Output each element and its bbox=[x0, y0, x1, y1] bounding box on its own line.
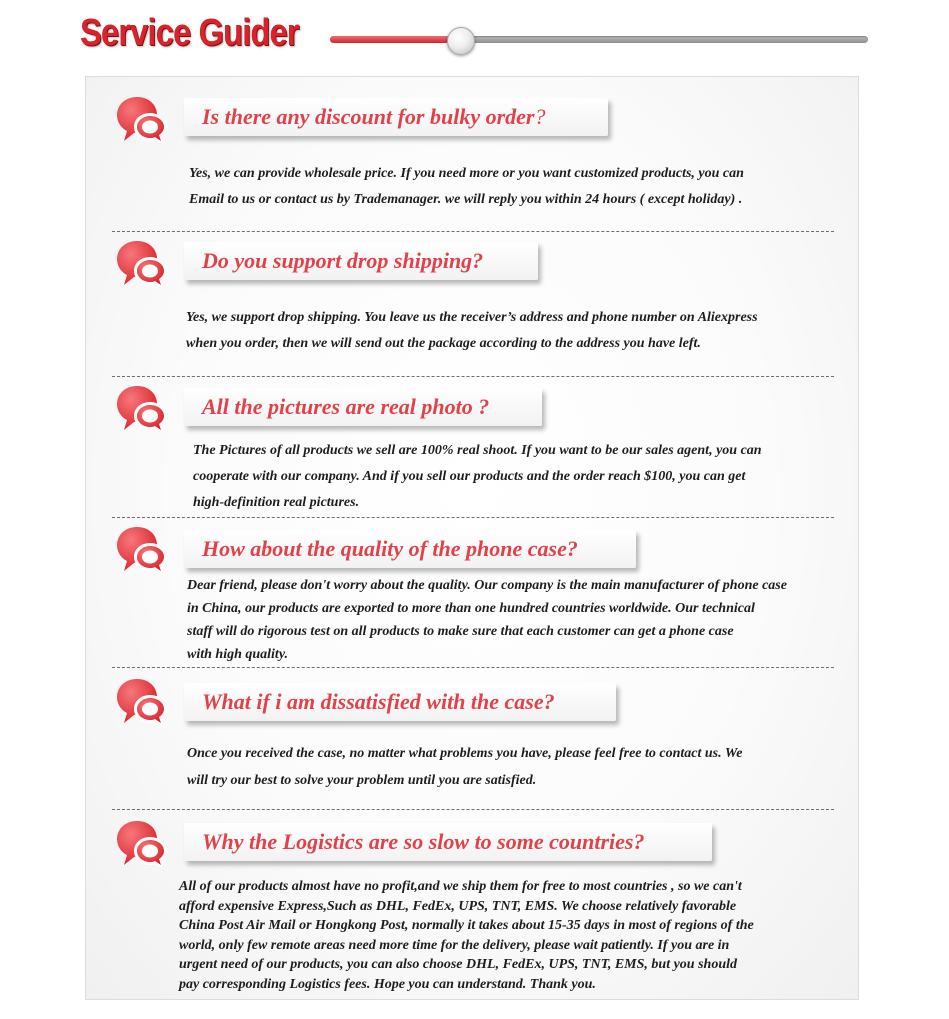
question-mark: ? bbox=[534, 104, 546, 129]
answer-line: staff will do rigorous test on all products to make sure that each customer can get a phone case bbox=[187, 624, 734, 639]
header-slider-knob[interactable] bbox=[447, 27, 475, 55]
header-slider-track bbox=[330, 36, 868, 43]
answer-line: in China, our products are exported to more than one hundred countries worldwide. Our technical bbox=[187, 601, 755, 616]
speech-bubbles-icon bbox=[115, 239, 169, 291]
answer-line: high-definition real pictures. bbox=[193, 495, 360, 510]
answer-line: Yes, we support drop shipping. You leave us the receiver’s address and phone number on Aliexpress bbox=[186, 310, 758, 325]
faq-answer bbox=[187, 740, 743, 794]
answer-line: world, only few remote areas need more time for the delivery, please wait patiently. If you are in bbox=[179, 937, 730, 953]
speech-bubbles-icon bbox=[115, 384, 169, 436]
faq-question-text: Why the Logistics are so slow to some countries? bbox=[202, 829, 645, 854]
speech-bubbles-icon bbox=[115, 525, 169, 577]
faq-question[interactable] bbox=[184, 683, 616, 721]
faq-question[interactable] bbox=[184, 823, 712, 861]
divider bbox=[112, 376, 834, 377]
divider bbox=[112, 231, 834, 232]
answer-line: The Pictures of all products we sell are 100% real shoot. If you want to be our sales agent, you can bbox=[193, 443, 762, 458]
speech-bubbles-icon bbox=[115, 819, 169, 871]
faq-question[interactable] bbox=[184, 388, 542, 426]
answer-line: afford expensive Express,Such as DHL, FedEx, UPS, TNT, EMS. We choose relatively favorable bbox=[179, 898, 737, 914]
faq-answer bbox=[179, 877, 754, 994]
header bbox=[0, 0, 949, 70]
answer-line: pay corresponding Logistics fees. Hope you can understand. Thank you. bbox=[179, 976, 596, 992]
answer-line: urgent need of our products, you can also choose DHL, FedEx, UPS, TNT, EMS, but you should bbox=[179, 957, 737, 972]
divider bbox=[112, 667, 834, 668]
answer-line: Dear friend, please don't worry about the quality. Our company is the main manufacturer of phone case bbox=[187, 578, 787, 593]
faq-answer bbox=[186, 305, 758, 357]
answer-line: Email to us or contact us by Trademanager. we will reply you within 24 hours ( except holiday) . bbox=[189, 192, 743, 207]
page-title: Service Guider bbox=[80, 12, 299, 54]
divider bbox=[112, 517, 834, 518]
faq-question-text: How about the quality of the phone case? bbox=[202, 536, 578, 561]
answer-line: China Post Air Mail or Hongkong Post, normally it takes about 15-35 days in most of regions of the bbox=[179, 918, 754, 933]
faq-question[interactable] bbox=[184, 98, 608, 136]
answer-line: cooperate with our company. And if you sell our products and the order reach $100, you can get bbox=[193, 469, 746, 484]
faq-panel bbox=[85, 76, 859, 1000]
answer-line: Yes, we can provide wholesale price. If you need more or you want customized products, you can bbox=[189, 166, 744, 181]
faq-question[interactable] bbox=[184, 242, 538, 280]
speech-bubbles-icon bbox=[115, 677, 169, 729]
answer-line: with high quality. bbox=[187, 647, 289, 662]
faq-question-text: All the pictures are real photo ? bbox=[202, 394, 490, 419]
answer-line: when you order, then we will send out the package according to the address you have left. bbox=[186, 336, 701, 351]
faq-question[interactable] bbox=[184, 530, 636, 568]
divider bbox=[112, 809, 834, 810]
faq-answer bbox=[189, 161, 744, 213]
answer-line: will try our best to solve your problem until you are satisfied. bbox=[187, 773, 537, 788]
faq-question-text: Is there any discount for bulky order bbox=[202, 104, 535, 129]
answer-line: Once you received the case, no matter what problems you have, please feel free to contact us. We bbox=[187, 746, 743, 761]
speech-bubbles-icon bbox=[115, 95, 169, 147]
faq-question-text: What if i am dissatisfied with the case? bbox=[202, 689, 555, 714]
faq-answer bbox=[193, 438, 762, 516]
faq-question-text: Do you support drop shipping? bbox=[202, 248, 484, 273]
header-slider-fill bbox=[330, 36, 448, 43]
answer-line: All of our products almost have no profit,and we ship them for free to most countries , so we can't bbox=[179, 879, 742, 894]
faq-answer bbox=[187, 574, 787, 666]
